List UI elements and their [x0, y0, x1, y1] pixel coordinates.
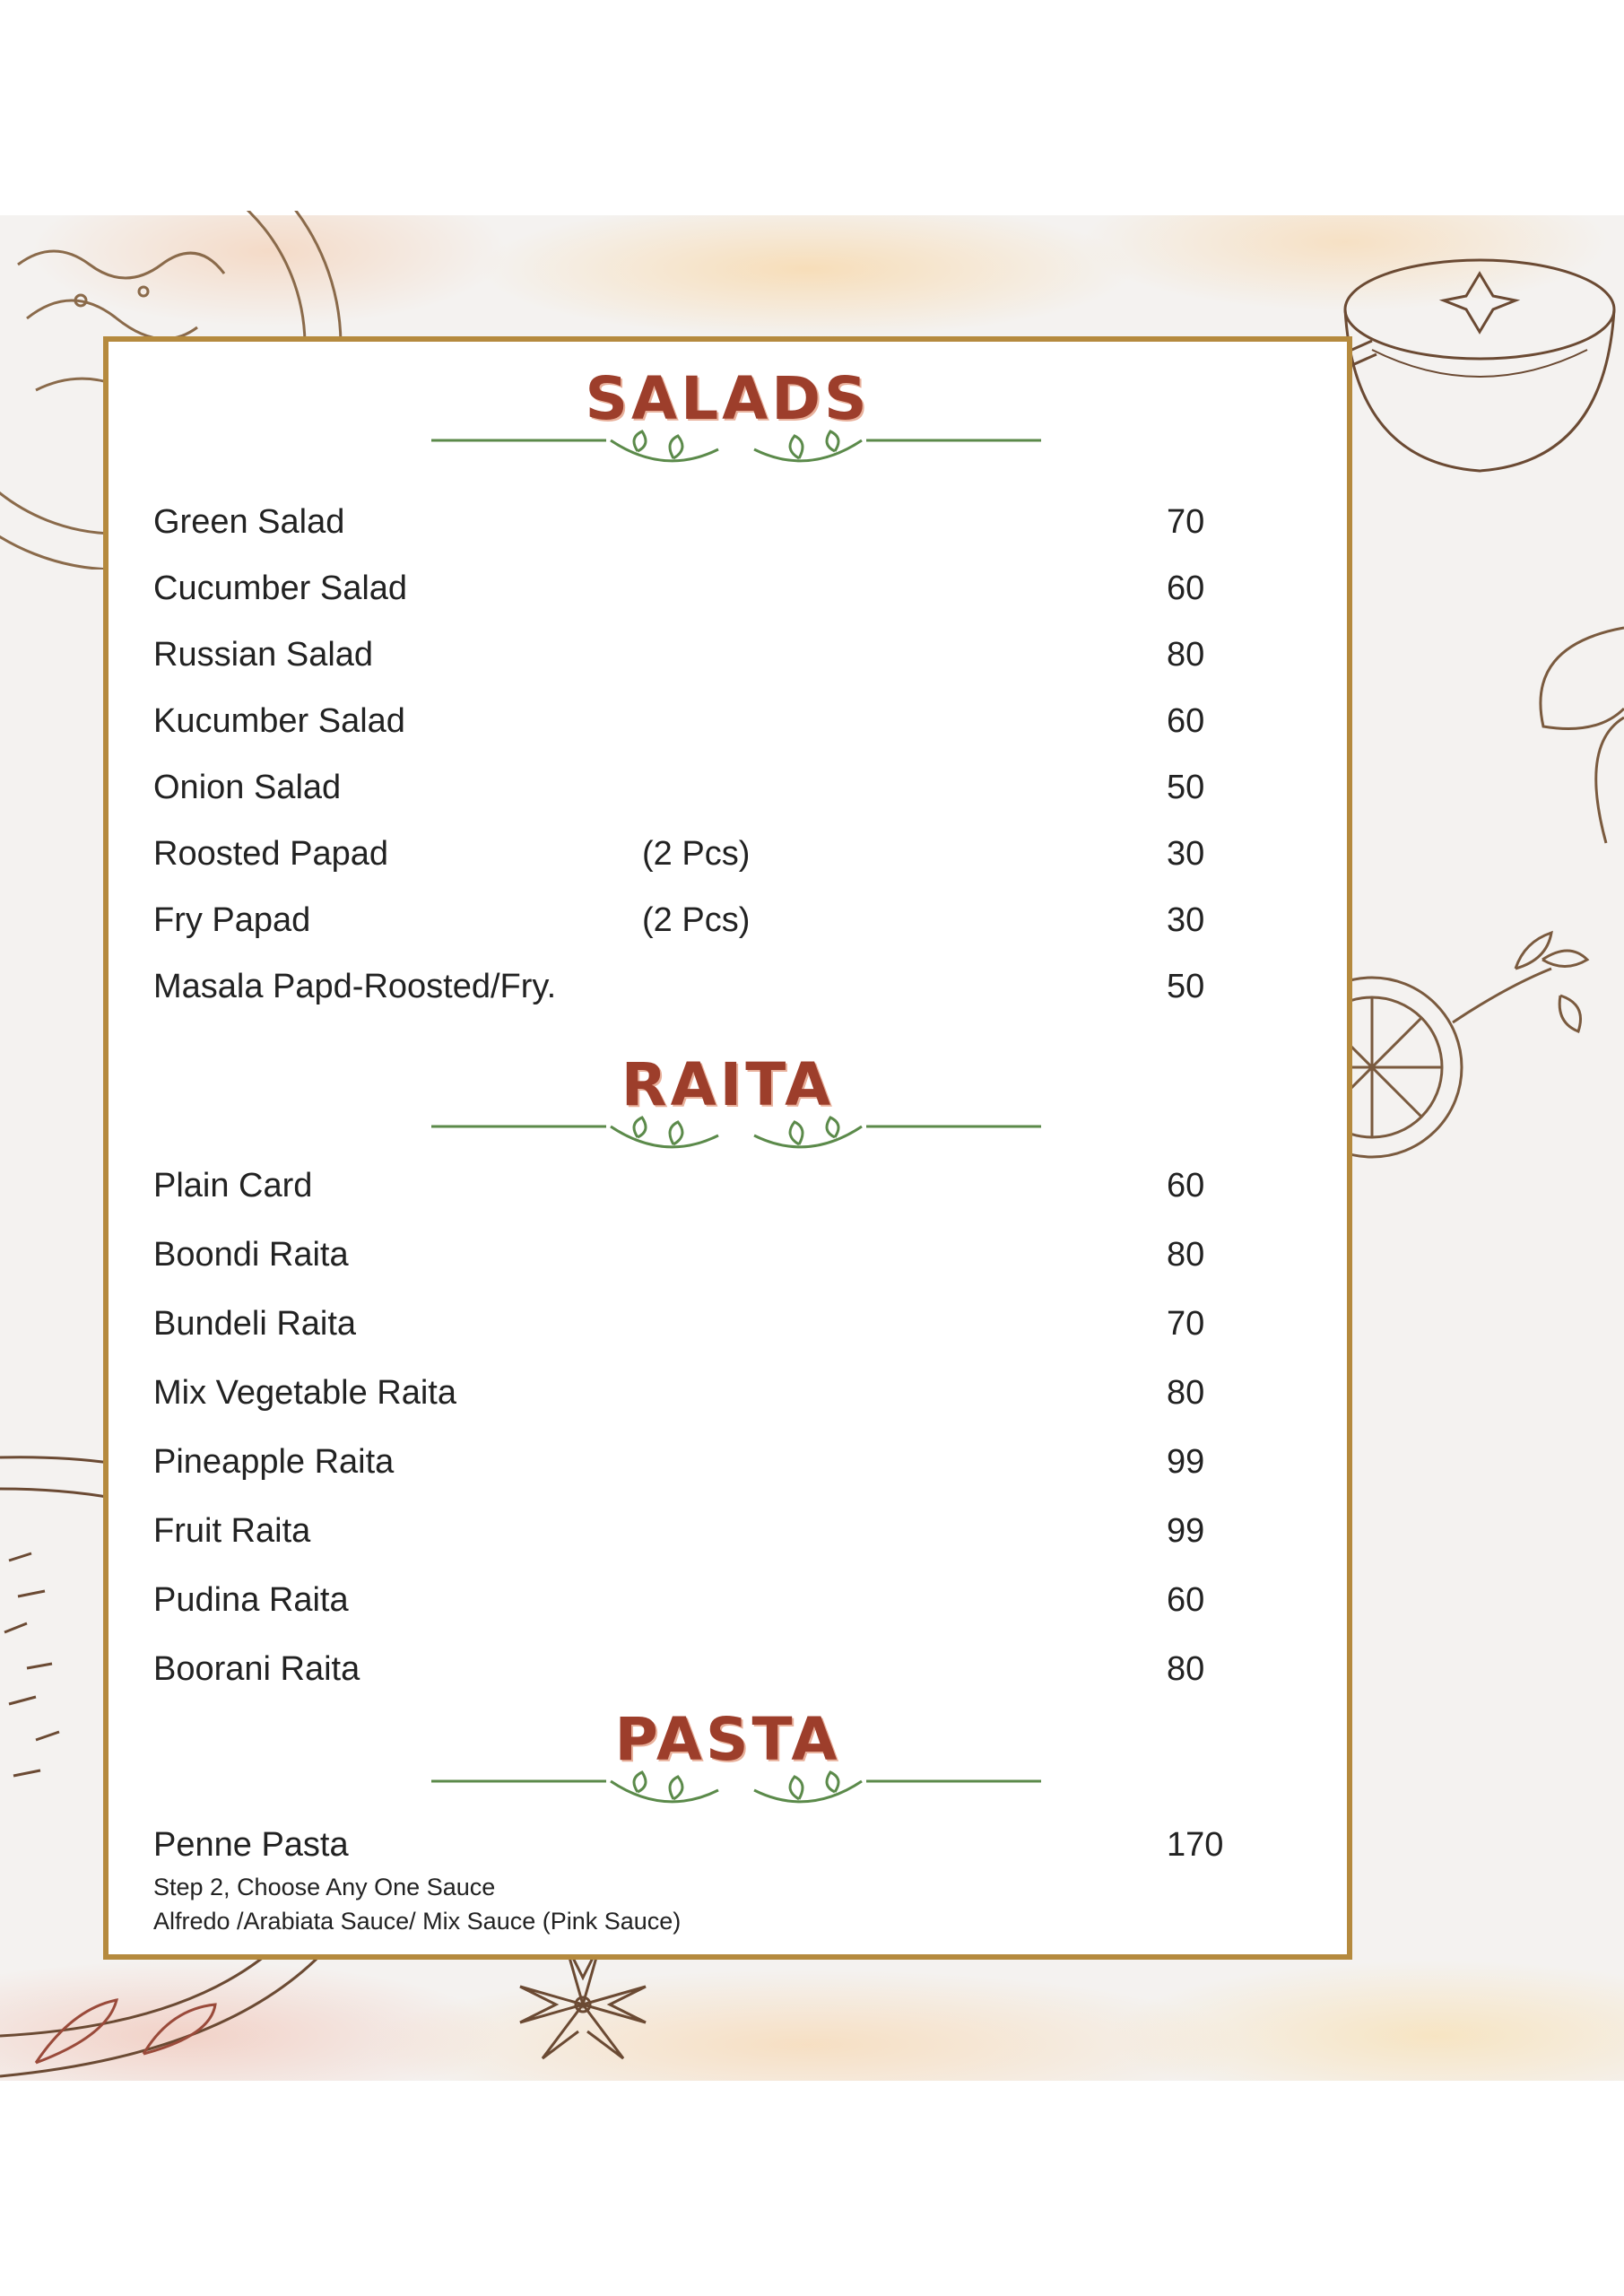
menu-note: Step 2, Choose Any One Sauce: [153, 1874, 496, 1900]
menu-item: Cucumber Salad 60: [153, 570, 1205, 607]
section-title-pasta: PASTA: [614, 1705, 841, 1774]
menu-item: Boorani Raita 80: [153, 1650, 1205, 1688]
menu-item: Roosted Papad (2 Pcs) 30: [153, 835, 1205, 873]
menu-item: Penne Pasta 170: [153, 1826, 1224, 1864]
menu-item: Fruit Raita 99: [153, 1512, 1205, 1550]
menu-item: Pudina Raita 60: [153, 1581, 1205, 1619]
menu-item: Russian Salad 80: [153, 636, 1205, 674]
menu-note: Alfredo /Arabiata Sauce/ Mix Sauce (Pink Sauce): [153, 1908, 682, 1935]
leaf-divider-icon: [431, 1110, 1041, 1173]
menu-item: Onion Salad 50: [153, 769, 1205, 806]
menu-item: Pineapple Raita 99: [153, 1443, 1205, 1481]
menu-item: Green Salad 70: [153, 503, 1205, 541]
section-title-raita: RAITA: [621, 1050, 835, 1119]
lemon-sketch-icon: [1515, 610, 1624, 879]
section-title-salads: SALADS: [585, 364, 871, 433]
menu-item: Mix Vegetable Raita 80: [153, 1374, 1205, 1412]
menu-item: Plain Card 60: [153, 1167, 1205, 1205]
leaf-divider-icon: [431, 1765, 1041, 1828]
herb-sketch-icon: [18, 1955, 287, 2081]
menu-item: Bundeli Raita 70: [153, 1305, 1205, 1343]
menu-item: Kucumber Salad 60: [153, 702, 1205, 740]
menu-item: Fry Papad (2 Pcs) 30: [153, 901, 1205, 939]
menu-item: Boondi Raita 80: [153, 1236, 1205, 1274]
leaf-divider-icon: [431, 424, 1041, 487]
menu-frame: [103, 336, 1352, 1960]
menu-item: Masala Papd-Roosted/Fry. 50: [153, 968, 1205, 1005]
